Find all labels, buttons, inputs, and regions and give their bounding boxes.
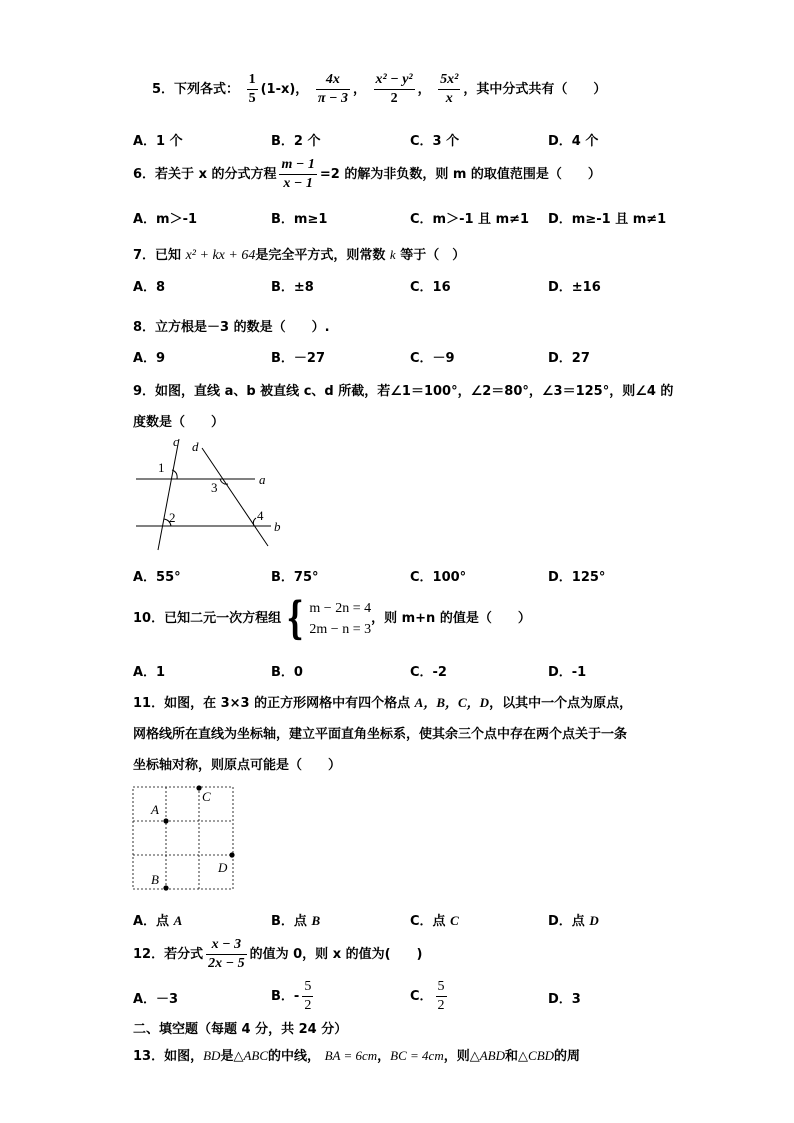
q6-stem-a: 若关于 x 的分式方程: [155, 167, 277, 182]
label-c: C: [202, 789, 211, 804]
q8-option-b: B．－27: [271, 351, 325, 366]
label-b: B: [151, 872, 159, 887]
q10-stem: [133, 592, 531, 644]
q5-stem: 5．下列各式： $\frac{1}{5}$ (1-x)， $\frac{4x}{\pi - 3}$ ， $\frac{\text{x² − y²}}{2}$ ， $\frac{\text{5x²}}{x}$ ，其中分式共有（ ）: [152, 72, 607, 106]
q10-stem-b: ，则 m+n 的值是（ ）: [371, 611, 531, 626]
q10-system: [309, 598, 371, 640]
q6-stem-b: =2 的解为非负数，则 m 的取值范围是（ ）: [319, 167, 601, 182]
q8-option-d: D．27: [548, 351, 590, 366]
q13-cbd: △CBD: [518, 1048, 555, 1063]
q6-number: 6．: [133, 167, 156, 182]
label-a: A: [151, 802, 159, 817]
q5-number: 5．: [152, 82, 175, 97]
q9-option-b: B．75°: [271, 570, 319, 585]
q8-number: 8．: [133, 320, 156, 335]
q8-option-a: A．9: [133, 351, 166, 366]
q12-stem: [133, 933, 423, 977]
q13-ba: BA = 6cm: [324, 1048, 378, 1063]
q13-stem-c: 的中线，: [268, 1049, 321, 1064]
point-c-dot: [196, 785, 201, 790]
q12-option-d: D．3: [548, 992, 581, 1007]
q7-k: k: [389, 247, 396, 262]
q7-stem-b: 是完全平方式，则常数: [255, 248, 386, 263]
section-2-title: 二、填空题（每题 4 分，共 24 分）: [133, 1022, 348, 1037]
q5-option-c: C．3 个: [410, 134, 460, 149]
q5-option-b: B．2 个: [271, 134, 321, 149]
q11-stem-line2: 网格线所在直线为坐标轴，建立平面直角坐标系，使其余三个点中存在两个点关于一条: [133, 727, 628, 742]
q9-stem-text-1: 如图，直线 a、b 被直线 c、d 所截，若∠1＝100°，∠2＝80°，∠3＝125°，则∠4 的: [155, 384, 674, 399]
q7-stem-a: 已知: [155, 248, 182, 263]
q8-stem-text: 立方根是－3 的数是（ ）.: [155, 320, 330, 335]
q12-option-c-fraction: $\frac{5}{2}$: [437, 979, 445, 1013]
q13-bc: BC = 4cm: [390, 1048, 444, 1063]
q5-fraction-2: $\frac{4x}{\pi - 3}$: [317, 72, 348, 106]
q11-option-c: C．点 C: [410, 913, 459, 929]
q8-option-c: C．－9: [410, 351, 455, 366]
q12-stem-a: 若分式: [164, 947, 204, 962]
label-d: d: [192, 439, 199, 454]
q12-stem-b: 的值为 0，则 x 的值为( ): [249, 947, 423, 962]
q10-number: 10．: [133, 611, 165, 626]
q13-stem-a: 如图，: [164, 1049, 204, 1064]
q10-eq2: 2m − n = 3: [309, 621, 372, 637]
label-3: 3: [211, 480, 218, 495]
q13-bd: BD: [203, 1048, 221, 1063]
q5-option-d: D．4 个: [548, 134, 599, 149]
q12-option-b: B．- $\frac{5}{2}$: [271, 979, 312, 1013]
q11-option-a: A．点 A: [133, 913, 183, 929]
q12-fraction: $\frac{x - 3}{2x - 5}$: [208, 937, 245, 971]
q7-option-a: A．8: [133, 280, 166, 295]
q6-option-b: B．m≥1: [271, 212, 328, 227]
q9-option-a: A．55°: [133, 570, 181, 585]
q7-stem: [133, 244, 465, 264]
q7-stem-c: 等于（ ）: [400, 248, 466, 263]
q9-stem-line1: [133, 380, 673, 399]
q10-option-c: C．-2: [410, 665, 447, 680]
q9-figure: [128, 434, 288, 556]
q12-option-c: C． $\frac{5}{2}$: [410, 979, 445, 1013]
q12-option-a: A．－3: [133, 992, 179, 1007]
q5-fraction-4: $\frac{\text{5x²}}{x}$: [440, 72, 459, 106]
q9-option-d: D．125°: [548, 570, 606, 585]
q11-option-d: D．点 D: [548, 913, 599, 929]
label-d: D: [218, 860, 228, 875]
point-b-dot: [163, 885, 168, 890]
label-1: 1: [158, 460, 165, 475]
point-a-dot: [163, 818, 168, 823]
q7-option-b: B．±8: [271, 280, 314, 295]
line-d: [202, 448, 268, 546]
q7-expression: x² + kx + 64: [185, 248, 256, 263]
q8-stem: [133, 316, 330, 335]
q11-stem-line3: 坐标轴对称，则原点可能是（ ）: [133, 758, 342, 773]
q6-option-a: A．m＞-1: [133, 212, 198, 227]
label-c: c: [173, 434, 179, 449]
q11-option-b: B．点 B: [271, 913, 321, 929]
q5-stem-a: 下列各式：: [174, 82, 240, 97]
q7-option-d: D．±16: [548, 280, 601, 295]
q11-stem-1a: 如图，在 3×3 的正方形网格中有四个格点: [164, 696, 411, 711]
q11-stem-1b: ，以其中一个点为原点，: [489, 696, 633, 711]
line-c: [158, 439, 179, 550]
q13-and: 和: [505, 1049, 519, 1064]
q13-abd: △ABD: [469, 1048, 506, 1063]
q10-eq1: m − 2n = 4: [309, 600, 372, 616]
q7-option-c: C．16: [410, 280, 451, 295]
q5-f1-tail: (1-x)，: [260, 82, 309, 97]
q13-stem-e: 的周: [554, 1049, 581, 1064]
label-4: 4: [257, 508, 264, 523]
q10-stem-a: 已知二元一次方程组: [164, 611, 282, 626]
q13-abc: △ABC: [233, 1048, 269, 1063]
q6-stem: [133, 153, 601, 197]
q10-option-a: A．1: [133, 665, 166, 680]
q13-stem-d: ，则: [443, 1049, 470, 1064]
q5-option-a: A．1 个: [133, 134, 183, 149]
q9-number: 9．: [133, 384, 156, 399]
q11-points: A，B，C，D: [414, 695, 490, 710]
point-d-dot: [229, 852, 234, 857]
q5-stem-b: ，其中分式共有（ ）: [463, 82, 607, 97]
q11-stem-line1: [133, 692, 632, 711]
q11-grid-figure: [130, 784, 238, 894]
label-b: b: [274, 519, 281, 534]
q7-number: 7．: [133, 248, 156, 263]
q9-option-c: C．100°: [410, 570, 467, 585]
q13-number: 13．: [133, 1049, 165, 1064]
q6-fraction: $\frac{m - 1}{x - 1}$: [281, 157, 315, 191]
angle-4-arc: [253, 518, 256, 526]
label-2: 2: [169, 510, 176, 525]
q13-stem: [133, 1045, 580, 1064]
q10-option-b: B．0: [271, 665, 303, 680]
q12-number: 12．: [133, 947, 165, 962]
q5-fraction-3: $\frac{\text{x² − y²}}{2}$: [375, 72, 413, 106]
q10-option-d: D．-1: [548, 665, 587, 680]
q6-option-d: D．m≥-1 且 m≠1: [548, 212, 667, 227]
q12-option-b-fraction: $\frac{5}{2}$: [304, 979, 312, 1013]
q13-stem-b: 是: [220, 1049, 234, 1064]
q6-option-c: C．m＞-1 且 m≠1: [410, 212, 530, 227]
q11-number: 11．: [133, 696, 165, 711]
q5-fraction-1: $\frac{1}{5}$: [248, 72, 256, 106]
q9-stem-line2: 度数是（ ）: [133, 415, 225, 430]
q13-sep: ，: [377, 1049, 391, 1064]
label-a: a: [259, 472, 266, 487]
q10-brace: {: [286, 592, 304, 644]
angle-3-arc: [220, 479, 228, 484]
